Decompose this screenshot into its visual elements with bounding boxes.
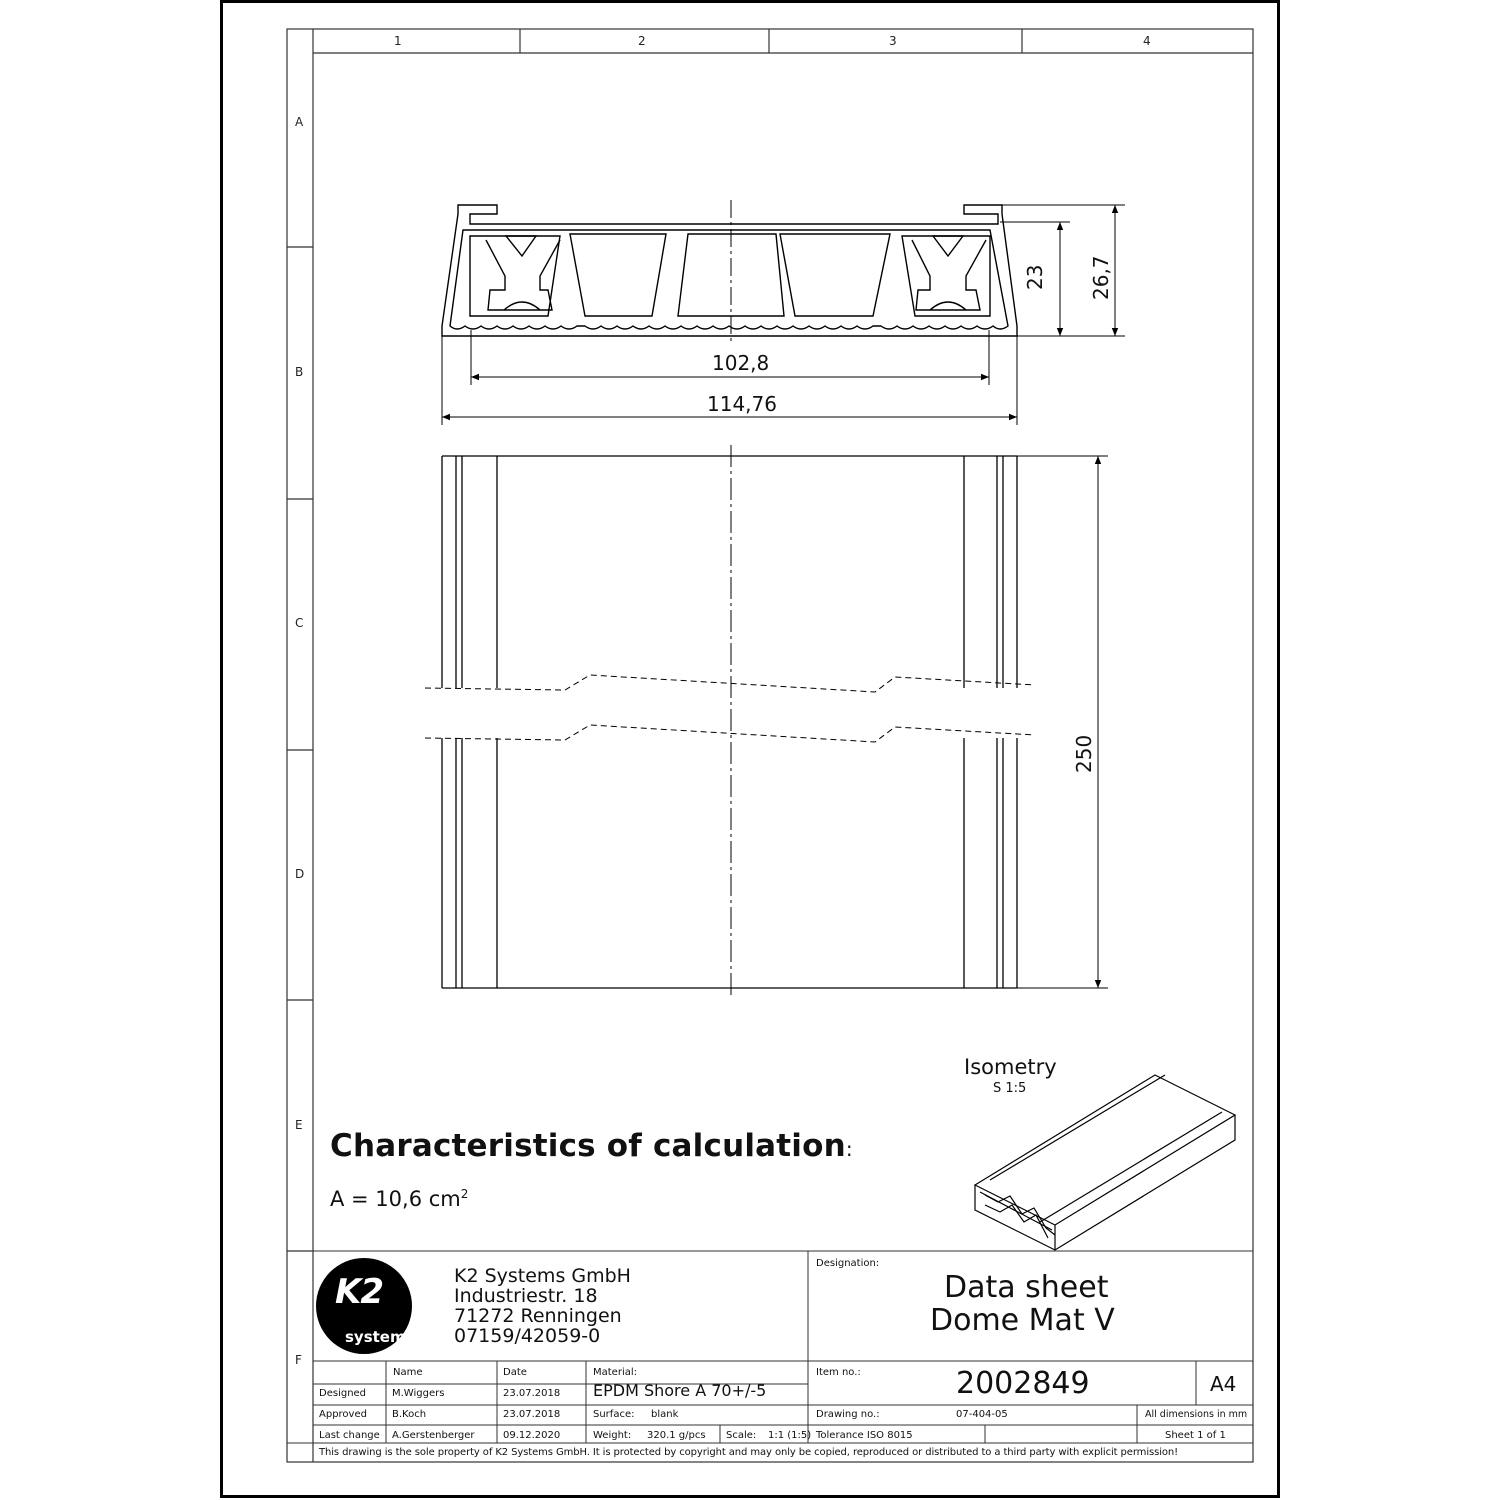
- drawing-no-value: 07-404-05: [956, 1409, 1008, 1420]
- item-no-label: Item no.:: [816, 1367, 861, 1378]
- grid-column-4: 4: [1143, 34, 1151, 48]
- surface-value: blank: [651, 1409, 679, 1420]
- dimension-height-total: 26,7: [1089, 255, 1113, 300]
- last-change-role: Last change: [319, 1430, 380, 1441]
- characteristics-heading-suffix: :: [845, 1137, 853, 1161]
- company-name: K2 Systems GmbH: [454, 1265, 631, 1287]
- area-value: [330, 1188, 468, 1210]
- side-view: [442, 456, 1017, 988]
- last-change-name: A.Gerstenberger: [392, 1430, 475, 1441]
- designed-name: M.Wiggers: [392, 1388, 445, 1399]
- company-phone: 07159/42059-0: [454, 1325, 601, 1347]
- dimension-length: 250: [1072, 734, 1096, 773]
- designation-line-1: Data sheet: [944, 1270, 1109, 1305]
- approved-date: 23.07.2018: [503, 1409, 561, 1420]
- dimension-width-total: 114,76: [707, 392, 777, 416]
- company-city: 71272 Renningen: [454, 1305, 622, 1327]
- grid-column-1: 1: [394, 34, 402, 48]
- grid-row-e: E: [295, 1118, 303, 1132]
- isometry-label: Isometry: [964, 1055, 1057, 1079]
- dimension-height-inner: 23: [1023, 264, 1047, 290]
- grid-row-d: D: [295, 867, 305, 881]
- last-change-date: 09.12.2020: [503, 1430, 561, 1441]
- weight-label: Weight:: [593, 1430, 632, 1441]
- logo-k2-text: K2: [335, 1272, 384, 1312]
- item-no-value: 2002849: [956, 1366, 1090, 1401]
- area-exponent: 2: [460, 1187, 469, 1201]
- designed-role: Designed: [319, 1388, 367, 1399]
- area-label: A = 10,6 cm: [330, 1187, 461, 1211]
- characteristics-heading-text: Characteristics of calculation: [330, 1128, 846, 1164]
- isometric-view: [975, 1075, 1235, 1250]
- grid-row-c: C: [295, 616, 304, 630]
- material-value: EPDM Shore A 70+/-5: [593, 1381, 767, 1400]
- name-column-header: Name: [393, 1367, 423, 1378]
- grid-row-b: B: [295, 365, 304, 379]
- approved-role: Approved: [319, 1409, 367, 1420]
- dimension-width-inner: 102,8: [712, 351, 770, 375]
- drawing-no-label: Drawing no.:: [816, 1409, 880, 1420]
- grid-column-2: 2: [638, 34, 646, 48]
- drawing-frame: [287, 29, 1253, 1462]
- paper-format: A4: [1210, 1372, 1237, 1396]
- grid-row-f: F: [295, 1353, 302, 1367]
- characteristics-heading: [330, 1128, 853, 1164]
- sheet-number: Sheet 1 of 1: [1165, 1430, 1226, 1441]
- dimension-lines-length: [1017, 456, 1108, 988]
- grid-row-a: A: [295, 115, 304, 129]
- tolerance-note: Tolerance ISO 8015: [816, 1430, 913, 1441]
- material-label: Material:: [593, 1367, 637, 1378]
- designation-line-2: Dome Mat V: [930, 1303, 1115, 1338]
- isometry-scale: S 1:5: [993, 1081, 1027, 1096]
- break-lines: [425, 675, 1035, 742]
- date-column-header: Date: [503, 1367, 527, 1378]
- surface-label: Surface:: [593, 1409, 635, 1420]
- profile-cross-section: [442, 205, 1017, 336]
- company-street: Industriestr. 18: [454, 1285, 598, 1307]
- copyright-notice: This drawing is the sole property of K2 Systems GmbH. It is protected by copyright and may only be copied, reproduced or distributed to a third party with explicit permission!: [319, 1447, 1179, 1458]
- weight-value: 320.1 g/pcs: [647, 1430, 706, 1441]
- logo-systems-text: systems: [345, 1328, 415, 1346]
- approved-name: B.Koch: [392, 1409, 427, 1420]
- designation-label: Designation:: [816, 1258, 880, 1269]
- designed-date: 23.07.2018: [503, 1388, 561, 1399]
- grid-column-3: 3: [889, 34, 897, 48]
- scale-value: 1:1 (1:5): [768, 1430, 812, 1441]
- scale-label: Scale:: [726, 1430, 757, 1441]
- dimensions-note: All dimensions in mm: [1145, 1409, 1248, 1420]
